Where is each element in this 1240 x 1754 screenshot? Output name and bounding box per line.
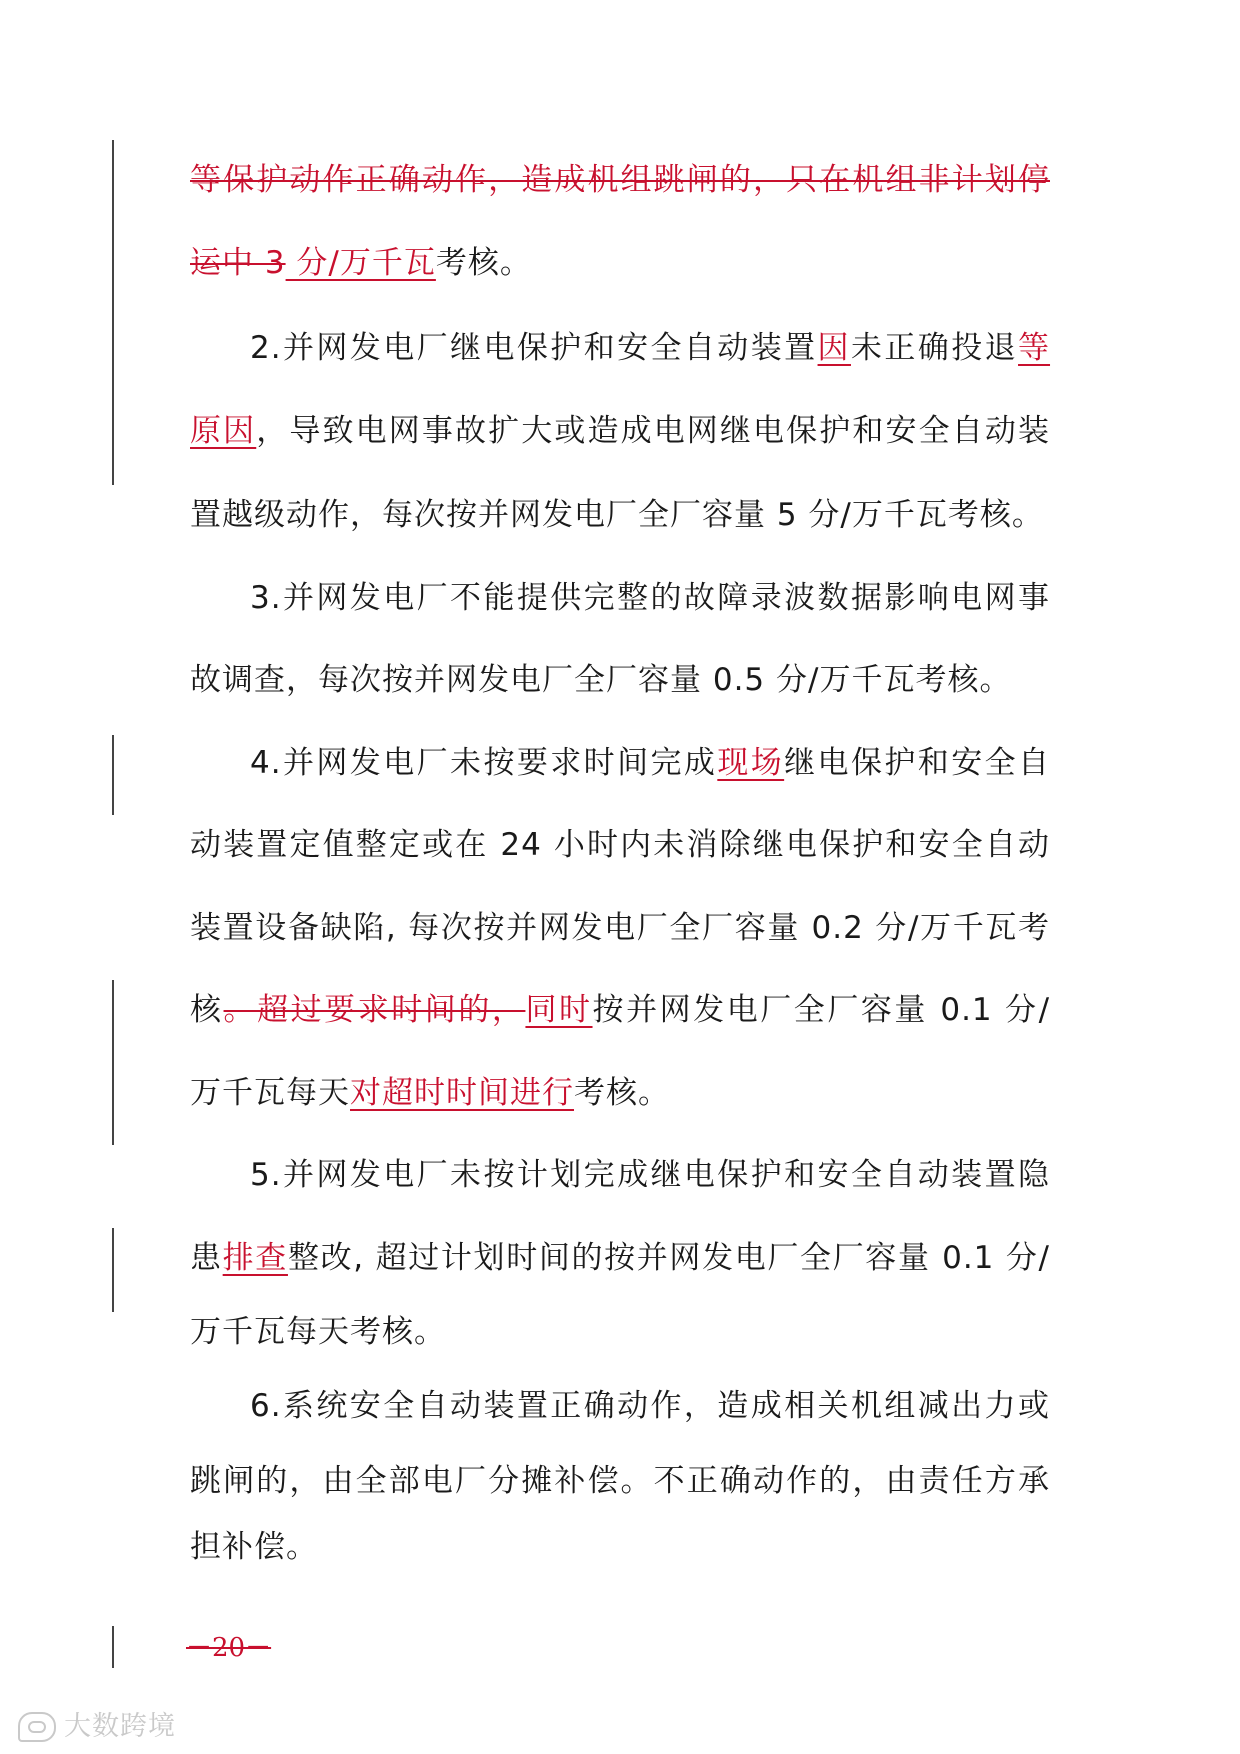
text-segment: 置越级动作，每次按并网发电厂全厂容量 5 分/万千瓦考核。 — [190, 497, 1044, 533]
text-segment: 万千瓦每天考核。 — [190, 1314, 446, 1350]
inserted-text: 分/万千瓦 — [285, 245, 436, 281]
inserted-text: 对超时时间进行 — [350, 1075, 574, 1111]
watermark-text: 大数跨境 — [64, 1711, 176, 1742]
text-line — [190, 903, 1050, 953]
text-segment: 装置设备缺陷, 每次按并网发电厂全厂容量 0.2 分/万千瓦考 — [190, 910, 1050, 946]
text-segment: 按并网发电厂全厂容量 0.1 分/ — [592, 992, 1051, 1028]
deleted-text: 3 — [254, 245, 286, 281]
text-line — [190, 155, 1050, 205]
text-line — [190, 985, 1050, 1035]
inserted-text: 现场 — [717, 745, 785, 781]
text-segment: 未正确投退 — [850, 330, 1019, 366]
text-segment: 担补偿。 — [190, 1529, 318, 1565]
change-bar — [112, 1228, 114, 1312]
text-line — [190, 490, 1050, 540]
text-line — [250, 1150, 1050, 1200]
change-bar — [112, 140, 114, 485]
inserted-text: 因 — [817, 330, 851, 366]
text-segment: 动装置定值整定或在 24 小时内未消除继电保护和安全自动 — [190, 827, 1050, 863]
inserted-text: 排查 — [222, 1240, 288, 1276]
deleted-text: 运中 — [190, 245, 254, 281]
text-line — [190, 1233, 1050, 1283]
text-line — [250, 1381, 1050, 1431]
text-line — [250, 323, 1050, 373]
text-segment: 继电保护和安全自 — [784, 745, 1051, 781]
text-segment: 患 — [190, 1240, 223, 1276]
text-line — [190, 406, 1050, 456]
deleted-text: 。超过要求时间的， — [223, 992, 526, 1028]
text-line — [190, 1068, 1050, 1118]
text-segment: 整改, 超过计划时间的按并网发电厂全厂容量 0.1 分/ — [287, 1240, 1050, 1276]
inserted-text: 原因 — [190, 413, 257, 449]
text-line — [190, 820, 1050, 870]
text-line — [190, 238, 1050, 288]
page-number: －20－ — [186, 1633, 272, 1663]
text-segment: 故调查，每次按并网发电厂全厂容量 0.5 分/万千瓦考核。 — [190, 662, 1012, 698]
text-line — [250, 738, 1050, 788]
text-segment: 2.并网发电厂继电保护和安全自动装置 — [250, 330, 818, 366]
change-bar — [112, 980, 114, 1145]
text-segment: 4.并网发电厂未按要求时间完成 — [250, 745, 718, 781]
inserted-text: 同时 — [525, 992, 593, 1028]
inserted-text: 等 — [1018, 330, 1051, 366]
watermark-logo-icon — [18, 1712, 56, 1742]
change-bar — [112, 1626, 114, 1668]
text-segment: 5.并网发电厂未按计划完成继电保护和安全自动装置隐 — [250, 1157, 1050, 1193]
text-line — [190, 1522, 1050, 1572]
change-bar — [112, 735, 114, 815]
text-segment: 万千瓦每天 — [190, 1075, 350, 1111]
text-segment: 3.并网发电厂不能提供完整的故障录波数据影响电网事 — [250, 580, 1050, 616]
watermark — [18, 1706, 176, 1748]
text-line — [190, 1307, 1050, 1357]
text-segment: 考核。 — [574, 1075, 670, 1111]
text-segment: 6.系统安全自动装置正确动作，造成相关机组减出力或 — [250, 1388, 1050, 1424]
text-segment: 考核。 — [435, 245, 532, 281]
deleted-text: 等保护动作正确动作，造成机组跳闸的，只在机组非计划停 — [190, 162, 1050, 198]
text-segment: 核 — [190, 992, 224, 1028]
text-line — [190, 1456, 1050, 1506]
text-segment: ，导致电网事故扩大或造成电网继电保护和安全自动装 — [256, 413, 1051, 449]
text-line — [190, 655, 1050, 705]
text-segment: 跳闸的，由全部电厂分摊补偿。不正确动作的，由责任方承 — [190, 1463, 1050, 1499]
text-line — [250, 573, 1050, 623]
